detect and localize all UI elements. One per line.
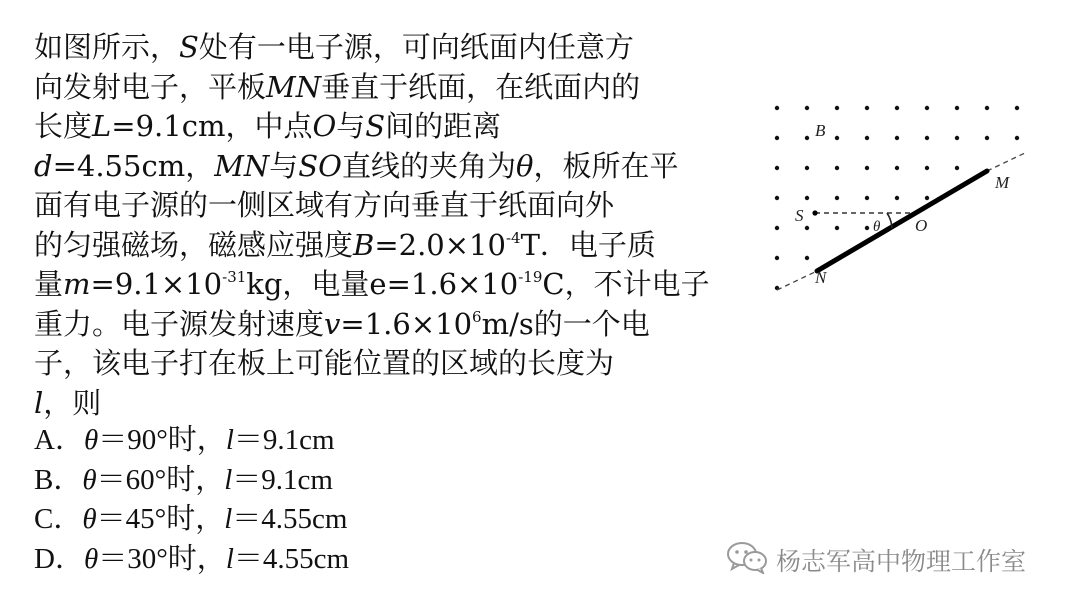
field-dot — [925, 136, 929, 140]
var-O: O — [312, 109, 337, 143]
field-dot — [805, 166, 809, 170]
exponent: 6 — [472, 307, 482, 326]
var-MN: MN — [266, 69, 322, 104]
problem-line-5: 面有电子源的一侧区域有方向垂直于纸面向外 — [34, 188, 615, 222]
field-dot — [1015, 106, 1019, 110]
field-dot — [955, 166, 959, 170]
problem-line-8: 重力。电子源发射速度$v=1.6\times 10^6m/s$的一个电 — [34, 306, 650, 341]
label-N: N — [815, 268, 827, 287]
dashed-extension-lower — [777, 271, 817, 290]
var-theta: θ — [515, 148, 534, 183]
field-dot — [775, 136, 779, 140]
option-d[interactable]: D．θ＝30°时，l＝4.55cm — [34, 542, 350, 575]
field-dot — [865, 106, 869, 110]
problem-line-7: 量$m=9.1\times 10^{-31}kg$，电量$e=1.6\times 10^{-19}C$，不计电子 — [34, 267, 710, 301]
magnetic-field-dots — [775, 106, 1019, 290]
problem-line-9: 子，该电子打在板上可能位置的区域的长度为 — [34, 346, 615, 380]
watermark-text: 杨志军高中物理工作室 — [776, 547, 1027, 576]
label-theta: θ — [873, 219, 881, 235]
field-dot — [1015, 136, 1019, 140]
field-dot — [805, 136, 809, 140]
field-dot — [895, 106, 899, 110]
exponent: -19 — [518, 268, 543, 286]
field-dot — [925, 166, 929, 170]
problem-line-4: d=4.55cm，MN与SO直线的夹角为θ，板所在平 — [34, 148, 679, 183]
var-S: S — [179, 30, 199, 64]
field-dot — [805, 256, 809, 260]
field-dot — [985, 106, 989, 110]
var-l: l — [34, 385, 44, 420]
field-dot — [895, 136, 899, 140]
field-dot — [775, 166, 779, 170]
field-dot — [955, 106, 959, 110]
field-dot — [865, 166, 869, 170]
field-dot — [865, 196, 869, 200]
problem-line-10: l，则 — [34, 385, 102, 420]
field-dot — [895, 196, 899, 200]
answer-options — [34, 421, 349, 579]
option-a[interactable]: A．θ＝90°时，l＝9.1cm — [34, 424, 335, 456]
problem-line-2: 向发射电子，平板MN垂直于纸面，在纸面内的 — [34, 69, 641, 104]
magnetic-field-diagram — [765, 100, 1040, 300]
exponent: -4 — [505, 228, 521, 247]
dashed-extension-upper — [987, 152, 1027, 171]
field-dot — [925, 106, 929, 110]
var-L: L — [92, 109, 112, 143]
field-dot — [805, 196, 809, 200]
var-SO: SO — [298, 148, 342, 183]
field-dot — [805, 226, 809, 230]
field-dot — [835, 136, 839, 140]
field-dot — [955, 136, 959, 140]
field-dot — [835, 106, 839, 110]
field-dot — [835, 226, 839, 230]
var-v: v — [324, 306, 341, 341]
field-dot — [775, 226, 779, 230]
field-dot — [835, 196, 839, 200]
option-b[interactable]: B．θ＝60°时，l＝9.1cm — [34, 463, 333, 496]
field-dot — [865, 226, 869, 230]
watermark — [726, 540, 1026, 580]
plate-MN — [817, 171, 987, 271]
field-dot — [985, 136, 989, 140]
field-dot — [865, 136, 869, 140]
wechat-icon — [726, 540, 768, 580]
problem-line-6: 的匀强磁场，磁感应强度$B=2.0\times 10^{-4}T$．电子质 — [34, 227, 656, 262]
field-dot — [805, 106, 809, 110]
problem-text — [34, 28, 734, 423]
field-dot — [835, 166, 839, 170]
field-dot — [895, 166, 899, 170]
label-M: M — [995, 173, 1010, 192]
var-S: S — [365, 109, 386, 143]
field-dot — [775, 106, 779, 110]
option-c[interactable]: C．θ＝45°时，l＝4.55cm — [34, 503, 348, 535]
label-O: O — [915, 216, 928, 235]
var-B: B — [353, 227, 375, 262]
problem-line-3: 长度L=9.1cm，中点O与S间的距离 — [34, 109, 502, 143]
field-dot — [925, 196, 929, 200]
var-m: m — [63, 267, 91, 301]
label-S: S — [795, 206, 804, 225]
label-B: B — [815, 121, 826, 140]
exponent: -31 — [222, 268, 247, 286]
var-MN: MN — [214, 148, 270, 183]
field-dot — [775, 196, 779, 200]
var-d: d — [34, 148, 53, 183]
problem-line-1: 如图所示，S处有一电子源，可向纸面内任意方 — [34, 30, 634, 64]
source-S-dot — [812, 210, 817, 215]
field-dot — [775, 256, 779, 260]
